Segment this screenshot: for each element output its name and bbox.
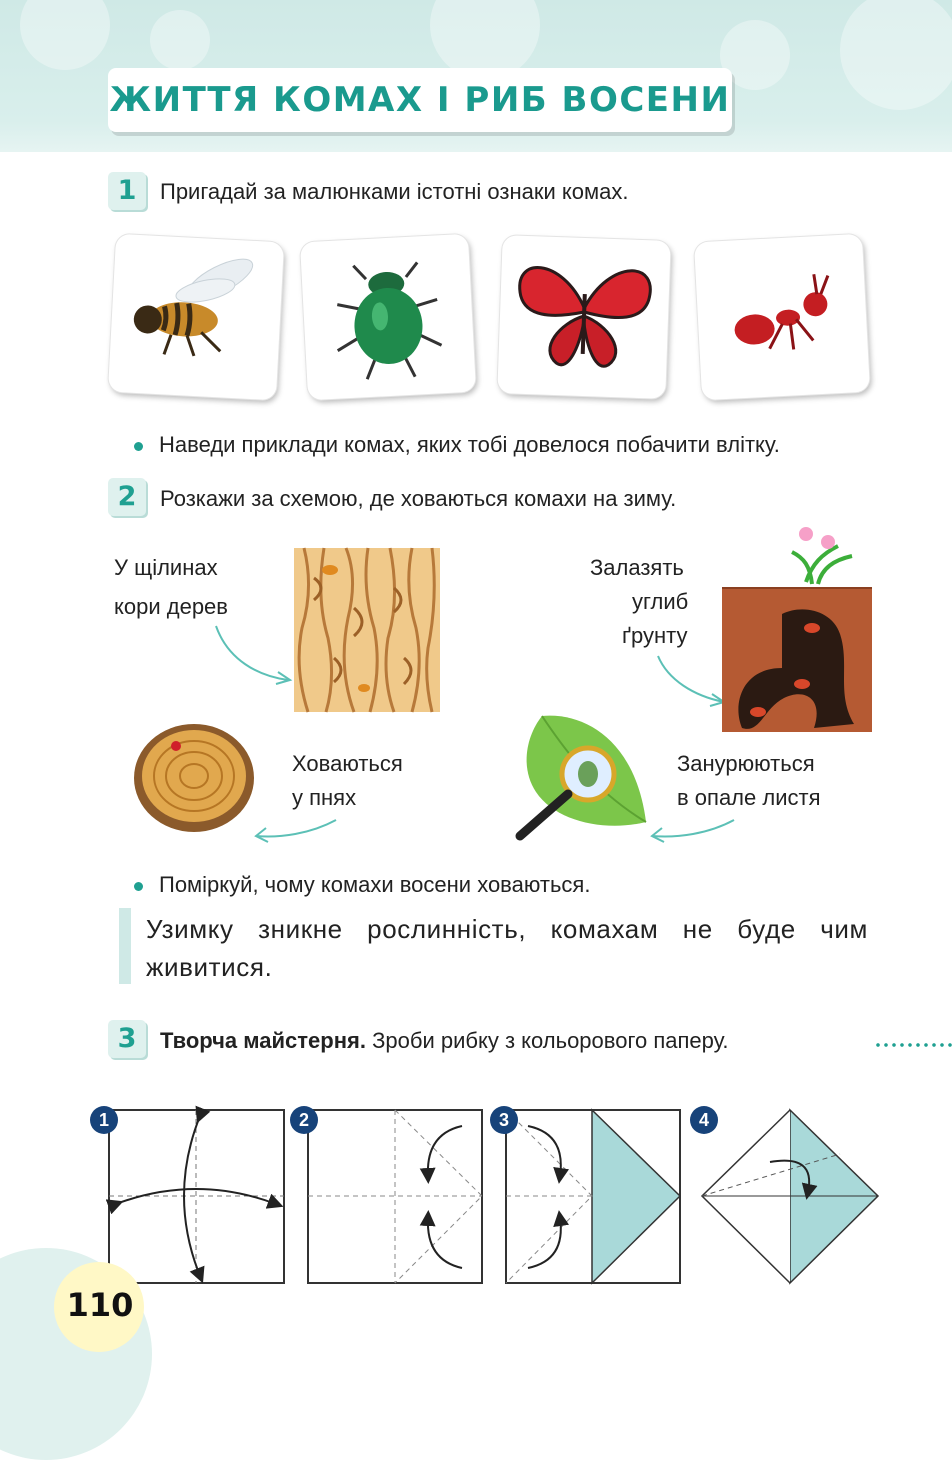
bullet <box>134 442 143 451</box>
answer-text: Узимку зникне рослинність, комахам не буде чим живитися. <box>146 914 868 982</box>
page-number: 110 <box>66 1286 134 1324</box>
step-number-4: 4 <box>690 1106 718 1134</box>
bark-label-line2: кори дерев <box>114 594 228 619</box>
page-title: ЖИТТЯ КОМАХ І РИБ ВОСЕНИ <box>109 80 731 120</box>
bullet <box>134 882 143 891</box>
tree-bark-image <box>294 548 440 712</box>
arrow-to-bark <box>208 620 298 690</box>
stump-label-line1: Ховаються <box>292 751 403 776</box>
step-number-2: 2 <box>290 1106 318 1134</box>
leaves-label-line1: Занурюються <box>677 751 815 776</box>
bee-card <box>108 234 284 401</box>
arrow-to-leaves <box>646 816 738 846</box>
soil-label-line2: углиб <box>632 589 689 614</box>
stump-label-line2: у пнях <box>292 785 357 810</box>
decor-bubble <box>150 10 210 70</box>
leaf-magnifier-image <box>506 712 656 848</box>
butterfly-image <box>497 235 670 399</box>
task-3-text <box>160 1028 729 1054</box>
beetle-image <box>300 234 476 401</box>
step-number-3: 3 <box>490 1106 518 1134</box>
ant-card <box>694 234 870 401</box>
origami-diagram <box>0 1100 952 1300</box>
soil-label-line3: ґрунту <box>622 623 688 648</box>
beetle-card <box>300 234 476 401</box>
bark-label-line1: У щілинах <box>114 555 218 580</box>
task-3-rest: Зроби рибку з кольорового паперу. <box>372 1028 729 1053</box>
soil-label-line1: Залазять <box>590 555 684 580</box>
arrow-to-stump <box>250 816 340 846</box>
dotted-line <box>874 1043 952 1047</box>
soil-burrow-image <box>722 524 872 732</box>
ant-image <box>694 234 870 401</box>
tree-stump-image <box>132 720 256 836</box>
bee-image <box>108 234 284 401</box>
title-box <box>108 68 732 132</box>
task-2-text: Розкажи за схемою, де ховаються комахи на зиму. <box>160 486 677 511</box>
task-number-1: 1 <box>108 172 146 210</box>
task-number-3: 3 <box>108 1020 146 1058</box>
task-2-bullet-text: Поміркуй, чому комахи восени ховаються. <box>159 872 591 897</box>
butterfly-card <box>497 235 670 399</box>
task-1-text: Пригадай за малюнками істотні ознаки комах. <box>160 179 629 204</box>
task-1-bullet-text: Наведи приклади комах, яких тобі довелося побачити влітку. <box>159 432 780 457</box>
task-3-bold: Творча майстерня. <box>160 1028 366 1053</box>
leaves-label-line2: в опале листя <box>677 785 821 810</box>
step-number-1: 1 <box>90 1106 118 1134</box>
task-number-2: 2 <box>108 478 146 516</box>
answer-bar <box>119 908 131 984</box>
